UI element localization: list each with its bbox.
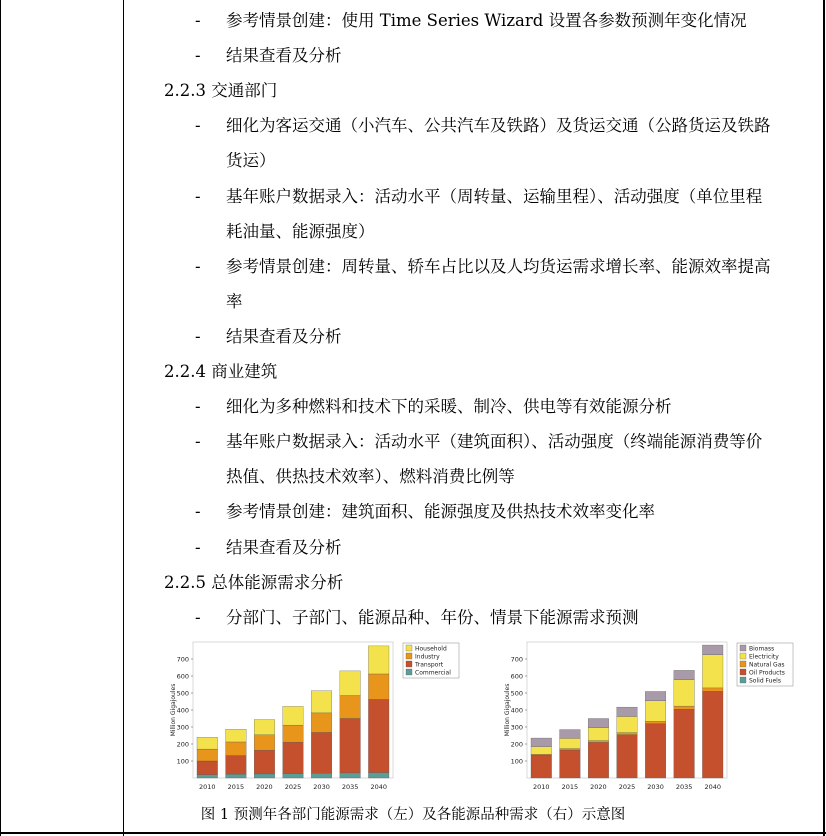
bar-segment [588, 741, 609, 743]
legend-swatch [406, 645, 412, 651]
x-tick-label: 2020 [590, 783, 607, 791]
legend-label: Industry [415, 653, 440, 661]
bar-segment [311, 713, 332, 733]
legend-label: Natural Gas [749, 661, 785, 669]
legend-swatch [740, 677, 746, 683]
y-axis-label: Million Gigajoules [170, 683, 177, 737]
x-tick-label: 2020 [256, 783, 273, 791]
bullet-continuation: 率 [226, 292, 243, 311]
bullet-mark: - [195, 608, 201, 627]
bullet-text: 分部门、子部门、能源品种、年份、情景下能源需求预测 [226, 608, 639, 627]
bullet-mark: - [195, 11, 201, 30]
legend [403, 643, 459, 678]
bullet-mark: - [195, 116, 201, 135]
fuel-demand-chart [497, 640, 797, 798]
table-border-left [0, 0, 1, 836]
bar-segment [197, 761, 218, 775]
bar-segment [340, 696, 361, 719]
y-tick-label: 100 [176, 757, 189, 766]
legend-swatch [740, 661, 746, 667]
table-border-bottom [0, 832, 826, 834]
bar-segment [702, 655, 723, 688]
x-tick-label: 2015 [227, 783, 245, 791]
x-tick-label: 2030 [647, 783, 664, 791]
legend-swatch [406, 653, 412, 659]
bar-segment [702, 691, 723, 777]
bar-segment [674, 706, 695, 709]
y-tick-label: 100 [510, 757, 523, 766]
bar-segment [311, 773, 332, 778]
bar-segment [368, 646, 389, 674]
x-tick-label: 2010 [533, 783, 550, 791]
y-tick-label: 200 [176, 740, 189, 749]
bullet-text: 结果查看及分析 [226, 327, 342, 346]
bullet-mark: - [195, 257, 201, 276]
bar-segment [340, 773, 361, 778]
bar-segment [368, 699, 389, 772]
bar-segment [226, 742, 247, 756]
bullet-text: 细化为客运交通（小汽车、公共汽车及铁路）及货运交通（公路货运及铁路 [226, 116, 771, 135]
x-tick-label: 2015 [561, 783, 579, 791]
bar-segment [588, 728, 609, 741]
bar-segment [368, 674, 389, 700]
bar-segment [645, 701, 666, 721]
legend-swatch [406, 661, 412, 667]
bar-segment [226, 756, 247, 775]
bar-segment [283, 774, 304, 778]
bar-segment [674, 709, 695, 777]
legend-label: Transport [415, 661, 444, 669]
y-tick-label: 600 [176, 672, 189, 681]
x-tick-label: 2025 [618, 783, 636, 791]
bar-segment [283, 742, 304, 773]
y-tick-label: 500 [176, 689, 189, 698]
bar-segment [197, 775, 218, 778]
bar-segment [617, 733, 638, 735]
bar-segment [340, 719, 361, 773]
bar-segment [254, 750, 275, 774]
y-axis-label: Million Gigajoules [504, 683, 511, 737]
legend-swatch [740, 645, 746, 651]
bullet-text: 基年账户数据录入：活动水平（建筑面积）、活动强度（终端能源消费等价 [226, 432, 763, 451]
bar-segment [531, 755, 552, 777]
bar-segment [674, 670, 695, 679]
figure-caption: 图 1 预测年各部门能源需求（左）及各能源品种需求（右）示意图 [200, 807, 626, 823]
y-tick-label: 700 [510, 655, 523, 664]
legend-label: Commercial [415, 669, 451, 677]
section-heading: 2.2.4 商业建筑 [164, 362, 278, 381]
bar-segment [340, 671, 361, 696]
bullet-mark: - [195, 187, 201, 206]
y-tick-label: 700 [176, 655, 189, 664]
x-tick-label: 2040 [704, 783, 721, 791]
sector-demand-chart [163, 640, 463, 798]
bullet-text: 参考情景创建：周转量、轿车占比以及人均货运需求增长率、能源效率提高 [226, 257, 771, 276]
bullet-text: 参考情景创建：使用 Time Series Wizard 设置各参数预测年变化情况 [226, 11, 747, 30]
x-tick-label: 2040 [370, 783, 387, 791]
bullet-mark: - [195, 327, 201, 346]
bullet-continuation: 耗油量、能源强度） [226, 222, 375, 241]
legend [737, 643, 793, 686]
bar-segment [560, 738, 581, 748]
bullet-text: 基年账户数据录入：活动水平（周转量、运输里程）、活动强度（单位里程 [226, 187, 763, 206]
x-tick-label: 2035 [675, 783, 693, 791]
bar-segment [617, 716, 638, 732]
y-tick-label: 400 [176, 706, 189, 715]
bar-segment [645, 724, 666, 778]
bar-segment [197, 749, 218, 761]
table-border-column [123, 0, 124, 836]
bar-segment [560, 749, 581, 750]
bar-segment [254, 774, 275, 778]
bar-segment [226, 729, 247, 742]
bullet-mark: - [195, 502, 201, 521]
bullet-mark: - [195, 538, 201, 557]
x-tick-label: 2025 [284, 783, 302, 791]
legend-label: Solid Fuels [749, 677, 781, 685]
legend-label: Oil Products [749, 669, 785, 677]
bar-segment [283, 725, 304, 742]
y-tick-label: 300 [510, 723, 523, 732]
legend-swatch [740, 669, 746, 675]
legend-swatch [406, 669, 412, 675]
bar-segment [311, 691, 332, 713]
section-heading: 2.2.3 交通部门 [164, 81, 278, 100]
bar-segment [588, 719, 609, 728]
bullet-text: 结果查看及分析 [226, 46, 342, 65]
bullet-mark: - [195, 397, 201, 416]
bar-segment [531, 738, 552, 747]
bar-segment [702, 645, 723, 655]
bar-segment [702, 688, 723, 691]
x-tick-label: 2030 [313, 783, 330, 791]
bar-segment [645, 721, 666, 723]
bullet-continuation: 热值、供热技术效率）、燃料消费比例等 [226, 467, 515, 486]
bar-segment [226, 774, 247, 778]
bullet-text: 细化为多种燃料和技术下的采暖、制冷、供电等有效能源分析 [226, 397, 672, 416]
y-tick-label: 500 [510, 689, 523, 698]
bar-segment [645, 691, 666, 700]
legend-label: Household [415, 645, 447, 653]
bar-segment [197, 737, 218, 749]
table-border-right [823, 0, 825, 836]
x-tick-label: 2010 [199, 783, 216, 791]
bar-segment [617, 707, 638, 716]
legend-swatch [740, 653, 746, 659]
bullet-continuation: 货运） [226, 151, 276, 170]
bullet-mark: - [195, 432, 201, 451]
bar-segment [560, 730, 581, 739]
bar-segment [311, 732, 332, 773]
bullet-mark: - [195, 46, 201, 65]
bar-segment [588, 742, 609, 777]
section-heading: 2.2.5 总体能源需求分析 [164, 573, 344, 592]
x-tick-label: 2035 [341, 783, 359, 791]
bar-segment [254, 735, 275, 750]
y-tick-label: 300 [176, 723, 189, 732]
y-tick-label: 600 [510, 672, 523, 681]
legend-label: Biomass [749, 645, 775, 653]
bullet-text: 结果查看及分析 [226, 538, 342, 557]
bullet-text: 参考情景创建：建筑面积、能源强度及供热技术效率变化率 [226, 502, 655, 521]
bar-segment [560, 750, 581, 777]
bar-segment [531, 747, 552, 755]
bar-segment [283, 706, 304, 725]
legend-label: Electricity [749, 653, 779, 661]
bar-segment [368, 773, 389, 778]
bar-segment [617, 735, 638, 778]
y-tick-label: 400 [510, 706, 523, 715]
bar-segment [254, 720, 275, 735]
y-tick-label: 200 [510, 740, 523, 749]
bar-segment [674, 680, 695, 706]
